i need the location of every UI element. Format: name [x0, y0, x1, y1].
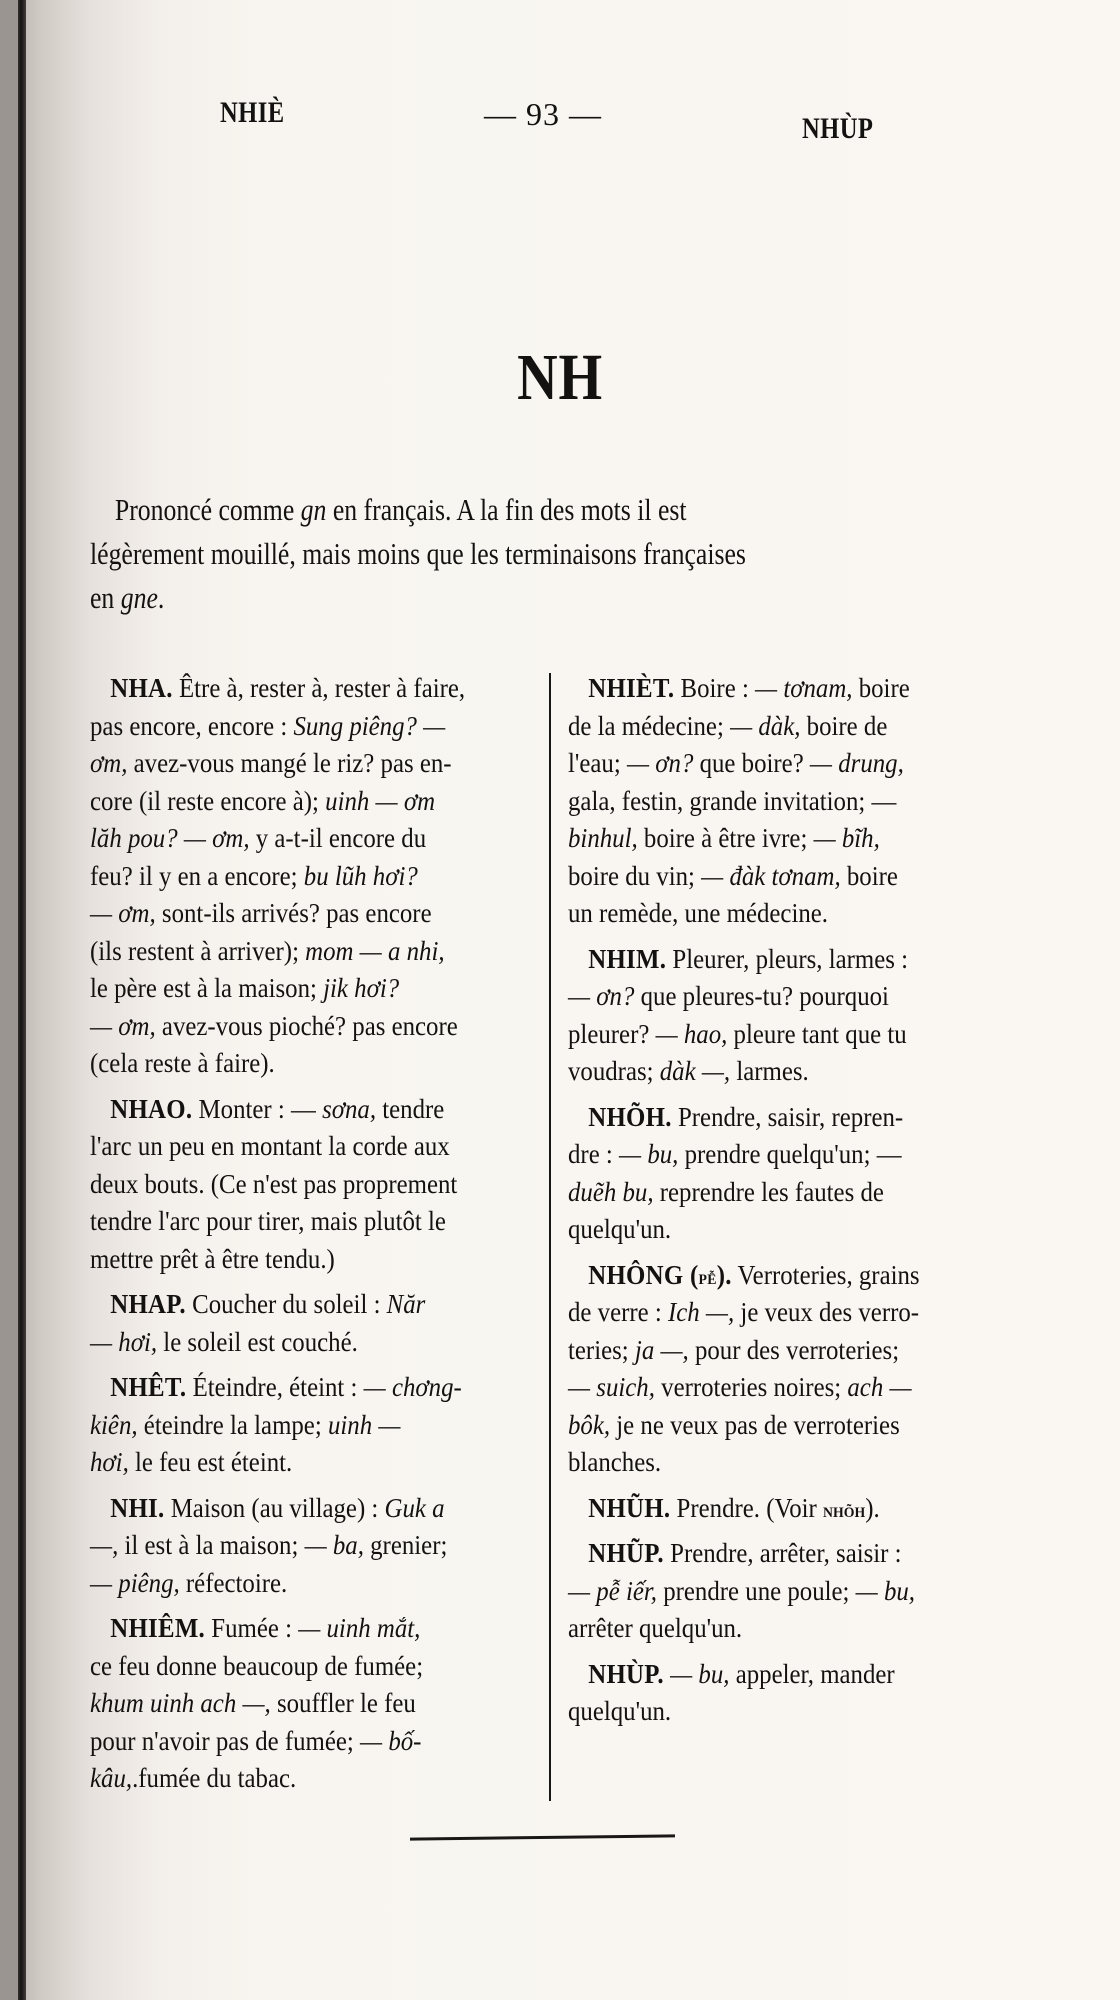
text-run: . — [157, 580, 165, 615]
entry-line — [568, 1610, 1000, 1648]
intro-line — [90, 532, 879, 576]
bahnar-term: — đàk tơnam, — [701, 860, 841, 891]
text-run: Prononcé comme — [114, 492, 301, 527]
bahnar-term: uinh — — [327, 1409, 401, 1440]
text-run: teries; — [568, 1334, 635, 1365]
text-run: de verre : — [568, 1297, 668, 1327]
text-run: dre : — [568, 1139, 620, 1169]
bahnar-term: — ba, — [304, 1530, 364, 1560]
bahnar-term: dàk —, — [659, 1056, 731, 1086]
entry-line — [568, 670, 1000, 708]
dictionary-entry — [568, 670, 1038, 933]
entry-line — [90, 1407, 495, 1445]
text-run: y a-t-il encore du — [249, 823, 427, 853]
bahnar-term: — suich, — [568, 1372, 655, 1402]
bahnar-term: mom — a nhi, — [305, 935, 445, 966]
text-run: grenier; — [363, 1530, 448, 1560]
entry-line — [90, 1369, 495, 1407]
entry-line — [568, 1211, 1000, 1249]
bahnar-term: bu lũh hơi? — [303, 860, 418, 891]
entry-line — [568, 1016, 1000, 1054]
entry-line — [568, 1332, 1000, 1370]
text-run: Fumée : — [205, 1613, 299, 1643]
text-run: l'eau; — [568, 748, 627, 778]
entry-line — [568, 708, 1000, 746]
entry-line — [90, 1166, 495, 1204]
entry-line — [90, 1760, 495, 1798]
headword: NHIÊM. — [110, 1613, 206, 1643]
text-run: blanches. — [568, 1447, 662, 1477]
bahnar-term: — ơn? — [568, 981, 635, 1011]
text-run: verroteries noires; — [654, 1372, 848, 1402]
entry-line — [90, 1008, 495, 1046]
entry-line — [90, 1685, 495, 1723]
bahnar-term: — piêng, — [90, 1567, 180, 1598]
dictionary-entry — [568, 941, 1038, 1091]
text-run: tendre — [376, 1093, 445, 1124]
entry-line — [568, 978, 1000, 1016]
entry-line — [90, 820, 495, 858]
intro-line — [90, 576, 879, 620]
text-run: un remède, une médecine. — [568, 898, 829, 928]
entry-line — [90, 1045, 495, 1083]
end-rule — [410, 1834, 675, 1840]
headword: NHIÈT. — [588, 673, 675, 703]
bahnar-term: Ich —, — [667, 1297, 735, 1327]
bahnar-term: kâu, — [90, 1763, 133, 1793]
text-run: arrêter quelqu'un. — [568, 1613, 743, 1643]
text-run: Prendre, saisir, repren- — [671, 1101, 904, 1132]
entry-line — [90, 1610, 495, 1648]
text-run: Éteindre, éteint : — [186, 1372, 364, 1402]
text-run: feu? il y en a encore; — [90, 860, 304, 891]
entry-line — [568, 1053, 1000, 1091]
text-run: le soleil est couché. — [157, 1326, 358, 1357]
entry-line — [568, 858, 1000, 896]
entry-line — [568, 783, 1000, 821]
headword: NHA. — [110, 673, 173, 703]
bahnar-term: — bu, — [855, 1575, 916, 1606]
bahnar-term: uinh — ơm — [325, 785, 436, 816]
bahnar-term: bôk, — [568, 1409, 611, 1440]
entry-line — [90, 1286, 495, 1324]
running-head-left: NHIÈ — [220, 96, 285, 129]
text-run: que pleures-tu? pourquoi — [634, 981, 889, 1011]
entry-line — [568, 1174, 1000, 1212]
text-run: souffler le feu — [270, 1688, 416, 1718]
text-run: avez-vous mangé le riz? pas en- — [127, 748, 452, 778]
entry-line — [90, 1527, 495, 1565]
bahnar-term: binhul, — [568, 823, 638, 853]
entry-line — [90, 1091, 495, 1129]
text-run: pas encore, encore : — [90, 710, 294, 741]
entry-line — [568, 895, 1000, 933]
headword: NHAP. — [110, 1289, 186, 1319]
bahnar-term: Năr — [386, 1289, 426, 1319]
bahnar-term: — tơnam, — [755, 673, 853, 703]
dictionary-entry — [568, 1656, 1038, 1731]
text-run: de la médecine; — [568, 710, 731, 741]
bahnar-term: — uinh mắt, — [298, 1613, 421, 1643]
headword: NHI. — [110, 1492, 165, 1523]
text-run: en — [90, 580, 121, 615]
bahnar-term: ơm, — [90, 748, 128, 778]
text-run: gala, festin, grande invitation; — — [568, 785, 897, 816]
entry-line — [568, 1444, 1000, 1482]
bahnar-term: Sung piêng? — — [293, 710, 446, 741]
text-run: Coucher du soleil : — [185, 1289, 387, 1319]
column-divider — [549, 673, 551, 1801]
text-run: boire de — [800, 710, 888, 741]
entry-line — [568, 1369, 1000, 1407]
text-run: prendre quelqu'un; — — [678, 1139, 902, 1169]
bahnar-term: duẽh bu, — [568, 1176, 654, 1207]
entry-line — [90, 1648, 495, 1686]
entry-line — [568, 1257, 1000, 1295]
headword: NHÕH. — [588, 1101, 672, 1132]
text-run: (cela reste à faire). — [90, 1048, 275, 1078]
bahnar-term: — bu, — [619, 1139, 679, 1169]
text-run: le feu est éteint. — [128, 1447, 293, 1477]
binding-shadow — [18, 0, 26, 2000]
entry-line — [90, 1128, 495, 1166]
entry-line — [90, 1565, 495, 1603]
text-run: le père est à la maison; — [90, 973, 324, 1003]
text-run: Prendre. (Voir nhõh). — [670, 1492, 880, 1523]
headword: NHIM. — [588, 943, 667, 974]
bahnar-term: — drung, — [809, 748, 904, 778]
entry-line — [568, 820, 1000, 858]
bahnar-term: — pễ iếr, — [568, 1575, 658, 1606]
text-run: deux bouts. (Ce n'est pas proprement — [90, 1168, 458, 1199]
text-run: je veux des verro- — [734, 1297, 920, 1327]
gutter-edge — [0, 0, 18, 2000]
text-run: tendre l'arc pour tirer, mais plutôt le — [90, 1206, 446, 1236]
dictionary-entry — [568, 1099, 1038, 1249]
entry-line — [90, 1241, 495, 1279]
text-run: Verroteries, grains — [731, 1259, 920, 1290]
text-run: je ne veux pas de verroteries — [610, 1409, 900, 1440]
text-run: boire — [840, 860, 898, 891]
headword: NHŨP. — [588, 1538, 664, 1568]
text-run: il est à la maison; — [118, 1530, 305, 1560]
entry-line — [90, 1203, 495, 1241]
text-run: prendre une poule; — [657, 1575, 856, 1606]
text-run: larmes. — [730, 1056, 809, 1086]
entry-line — [568, 1294, 1000, 1332]
text-run: voudras; — [568, 1056, 660, 1086]
bahnar-term: — hao, — [655, 1018, 728, 1049]
text-run: Maison (au village) : — [164, 1492, 385, 1523]
text-run: core (il reste encore à); — [90, 785, 326, 816]
entry-line — [568, 1407, 1000, 1445]
dictionary-entry — [90, 1610, 530, 1798]
text-run: boire — [852, 673, 910, 703]
running-head-right: NHÙP — [802, 112, 874, 145]
entry-line — [568, 1535, 1000, 1573]
section-title: NH — [517, 341, 603, 414]
text-run: quelqu'un. — [568, 1696, 672, 1726]
bahnar-term: — dàk, — [730, 710, 801, 741]
entry-line — [90, 858, 495, 896]
bahnar-term: — ơn? — [626, 748, 694, 778]
headword: NHAO. — [110, 1093, 193, 1124]
entry-line — [90, 708, 495, 746]
dictionary-entry — [90, 1286, 530, 1361]
italic-term: gn — [300, 492, 327, 527]
cross-reference: nhõh — [823, 1497, 866, 1522]
entry-line — [568, 941, 1000, 979]
text-run: l'arc un peu en montant la corde aux — [90, 1131, 450, 1161]
entry-line — [568, 1573, 1000, 1611]
entry-line — [90, 1723, 495, 1761]
intro-line — [90, 488, 879, 532]
entry-line — [90, 895, 495, 933]
right-column — [568, 670, 1038, 1739]
dictionary-entry — [90, 1490, 530, 1603]
page-number: — 93 — — [484, 96, 602, 132]
entry-line — [90, 783, 495, 821]
headword: NHÔNG (pễ). — [588, 1259, 732, 1290]
bahnar-term: — bĩh, — [813, 823, 880, 853]
intro-paragraph — [90, 488, 1040, 620]
text-run: avez-vous pioché? pas encore — [155, 1010, 458, 1041]
entry-line — [568, 1656, 1000, 1694]
entry-line — [568, 745, 1000, 783]
text-run: .fumée du tabac. — [132, 1763, 297, 1793]
text-run: ce feu donne beaucoup de fumée; — [90, 1650, 424, 1681]
bahnar-term: jik hơi? — [323, 973, 400, 1003]
entry-line — [568, 1136, 1000, 1174]
text-run: sont-ils arrivés? pas encore — [155, 898, 432, 928]
dictionary-entry — [568, 1535, 1038, 1648]
entry-line — [90, 970, 495, 1008]
text-run: pour n'avoir pas de fumée; — [90, 1725, 361, 1756]
dictionary-entry — [90, 1369, 530, 1482]
bahnar-term: kiên, — [90, 1409, 138, 1440]
bahnar-term: khum uinh ach —, — [90, 1688, 271, 1718]
text-run: pour des verroteries; — [688, 1334, 900, 1365]
text-run: reprendre les fautes de — [653, 1176, 884, 1207]
text-run: légèrement mouillé, mais moins que les terminaisons françaises — [90, 536, 746, 571]
dictionary-entry — [90, 1091, 530, 1279]
bahnar-term: — ơm, — [90, 898, 156, 928]
italic-term: gne — [120, 580, 158, 615]
bahnar-term: ach — — [847, 1372, 912, 1402]
text-run: boire à être ivre; — [637, 823, 814, 853]
bahnar-term: Guk a — [384, 1492, 445, 1523]
bahnar-term: — chơng- — [363, 1372, 462, 1402]
entry-line — [568, 1490, 1000, 1528]
bahnar-term: —, — [90, 1530, 119, 1560]
text-run: Boire : — [674, 673, 756, 703]
bahnar-term: sơna, — [322, 1093, 377, 1124]
text-run: que boire? — [693, 748, 810, 778]
entry-line — [90, 1490, 495, 1528]
headword: NHŨH. — [588, 1492, 671, 1523]
bahnar-term: ja —, — [634, 1334, 689, 1365]
entry-line — [568, 1693, 1000, 1731]
text-run: réfectoire. — [179, 1567, 288, 1598]
text-run: pleurer? — [568, 1018, 656, 1049]
dictionary-entry — [568, 1257, 1038, 1482]
headword: NHÊT. — [110, 1372, 187, 1402]
entry-line — [90, 745, 495, 783]
text-run: appeler, mander — [729, 1658, 895, 1689]
text-run: boire du vin; — [568, 860, 702, 891]
bahnar-term: — ơm, — [90, 1010, 156, 1041]
bahnar-term: lăh pou? — ơm, — [90, 823, 250, 853]
text-run: mettre prêt à être tendu.) — [90, 1243, 335, 1274]
text-run: Prendre, arrêter, saisir : — [663, 1538, 902, 1568]
entry-line — [568, 1099, 1000, 1137]
bahnar-term: hơi, — [90, 1447, 129, 1477]
dictionary-entry — [90, 670, 530, 1083]
text-run: Monter : — — [192, 1093, 323, 1124]
text-run: Pleurer, pleurs, larmes : — [666, 943, 909, 974]
entry-line — [90, 670, 495, 708]
dictionary-entry — [568, 1490, 1038, 1528]
text-run: quelqu'un. — [568, 1214, 672, 1244]
text-run: éteindre la lampe; — [137, 1409, 328, 1440]
running-head — [0, 96, 1120, 146]
bahnar-term: — bố- — [360, 1725, 422, 1756]
bahnar-term: — bu, — [670, 1658, 730, 1689]
bahnar-term: — hơi, — [90, 1326, 158, 1357]
left-column — [90, 670, 530, 1806]
entry-line — [90, 1444, 495, 1482]
entry-line — [90, 933, 495, 971]
text-run: Être à, rester à, rester à faire, — [172, 673, 466, 703]
text-run: pleure tant que tu — [727, 1018, 907, 1049]
text-run: (ils restent à arriver); — [90, 935, 306, 966]
headword: NHÙP. — [588, 1658, 664, 1689]
entry-line — [90, 1324, 495, 1362]
text-run: en français. A la fin des mots il est — [326, 492, 687, 527]
